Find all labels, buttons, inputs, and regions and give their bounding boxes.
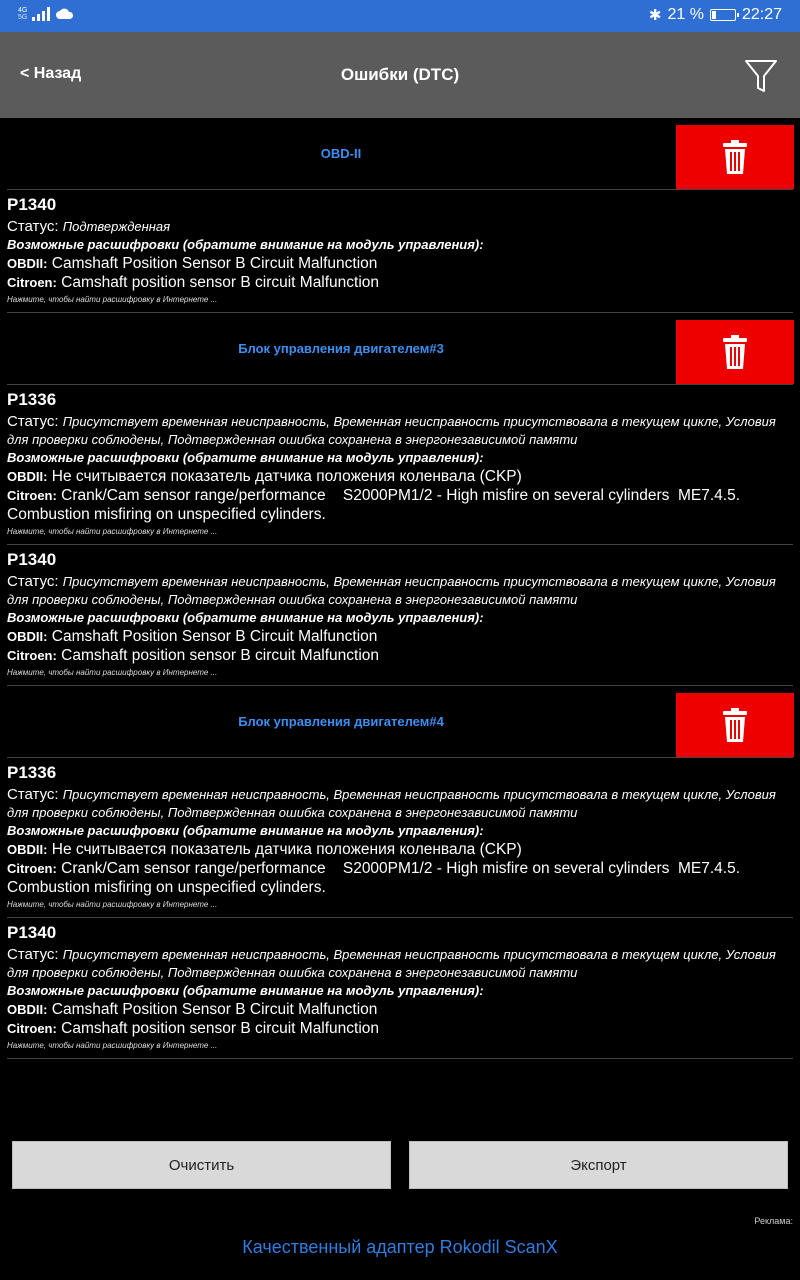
citroen-text: Camshaft position sensor B circuit Malfunction	[61, 274, 380, 291]
dtc-status	[7, 218, 793, 236]
citroen-decode	[7, 859, 793, 897]
decode-hint: Возможные расшифровки (обратите внимание на модуль управления):	[7, 237, 484, 252]
obd-text: Camshaft Position Sensor B Circuit Malfunction	[51, 255, 378, 272]
citroen-decode	[7, 646, 793, 665]
cloud-icon	[56, 8, 74, 20]
obd-decode	[7, 1000, 793, 1019]
citroen-decode	[7, 486, 793, 524]
dtc-code: P1340	[7, 923, 57, 942]
ad-link[interactable]: Качественный адаптер Rokodil ScanX	[242, 1237, 558, 1257]
network-type	[18, 7, 28, 21]
network-sub-label: 5G	[18, 14, 28, 21]
status-value: Присутствует временная неисправность, Временная неисправность присутствовала в текущем цикле, Условия для проверки соблюдены, Подтвержденная ошибка сохранена в энергонезависимой памяти	[7, 947, 776, 980]
decode-hint: Возможные расшифровки (обратите внимание на модуль управления):	[7, 610, 484, 625]
clear-button[interactable]: Очистить	[12, 1141, 391, 1189]
module-title[interactable]: Блок управления двигателем#3	[238, 341, 444, 356]
module-header	[7, 686, 793, 758]
filter-icon[interactable]	[744, 58, 778, 94]
trash-icon	[723, 140, 747, 174]
citroen-text: Crank/Cam sensor range/performance S2000PM1/2 - High misfire on several cylinders ME7.4.5. Combustion misfiring on unspecified cylinders.	[7, 487, 745, 523]
search-online-link[interactable]: Нажмите, чтобы найти расшифровку в Интернете ...	[7, 527, 218, 536]
obd-label: OBDII:	[7, 256, 48, 271]
status-left	[18, 7, 74, 21]
battery-icon	[710, 9, 736, 21]
ad-label: Реклама:	[754, 1216, 793, 1226]
citroen-label: Citroen:	[7, 1021, 57, 1036]
citroen-label: Citroen:	[7, 861, 57, 876]
status-prefix: Статус:	[7, 786, 59, 803]
status-prefix: Статус:	[7, 946, 59, 963]
module-title[interactable]: Блок управления двигателем#4	[238, 714, 444, 729]
export-button[interactable]: Экспорт	[409, 1141, 788, 1189]
battery-text: 21 %	[667, 6, 704, 23]
status-prefix: Статус:	[7, 573, 59, 590]
network-label: 4G	[18, 7, 28, 14]
page-title: Ошибки (DTC)	[340, 65, 460, 84]
status-value: Подтвержденная	[62, 219, 171, 234]
status-bar	[0, 0, 800, 32]
dtc-code: P1336	[7, 390, 57, 409]
obd-label: OBDII:	[7, 1002, 48, 1017]
dtc-code: P1340	[7, 550, 57, 569]
citroen-text: Camshaft position sensor B circuit Malfunction	[61, 647, 380, 664]
search-online-link[interactable]: Нажмите, чтобы найти расшифровку в Интернете ...	[7, 1041, 218, 1050]
obd-decode	[7, 840, 793, 859]
trash-icon	[723, 708, 747, 742]
module-title[interactable]: OBD-II	[320, 146, 362, 161]
trash-icon	[723, 335, 747, 369]
status-value: Присутствует временная неисправность, Временная неисправность присутствовала в текущем цикле, Условия для проверки соблюдены, Подтвержденная ошибка сохранена в энергонезависимой памяти	[7, 414, 776, 447]
obd-decode	[7, 467, 793, 486]
module-header	[7, 313, 793, 385]
dtc-entry[interactable]	[7, 758, 793, 918]
citroen-decode	[7, 273, 793, 292]
obd-text: Не считывается показатель датчика положения коленвала (CKP)	[51, 468, 522, 485]
status-prefix: Статус:	[7, 413, 59, 430]
obd-decode	[7, 627, 793, 646]
dtc-entry[interactable]	[7, 545, 793, 686]
delete-button[interactable]	[676, 693, 794, 757]
obd-decode	[7, 254, 793, 273]
signal-icon	[32, 7, 52, 21]
dtc-status	[7, 786, 793, 822]
delete-button[interactable]	[676, 320, 794, 384]
status-value: Присутствует временная неисправность, Временная неисправность присутствовала в текущем цикле, Условия для проверки соблюдены, Подтвержденная ошибка сохранена в энергонезависимой памяти	[7, 574, 776, 607]
search-online-link[interactable]: Нажмите, чтобы найти расшифровку в Интернете ...	[7, 900, 218, 909]
back-button[interactable]: < Назад	[20, 65, 82, 82]
citroen-decode	[7, 1019, 793, 1038]
dtc-status	[7, 946, 793, 982]
status-value: Присутствует временная неисправность, Временная неисправность присутствовала в текущем цикле, Условия для проверки соблюдены, Подтвержденная ошибка сохранена в энергонезависимой памяти	[7, 787, 776, 820]
bluetooth-icon: ✱	[648, 7, 662, 24]
status-prefix: Статус:	[7, 218, 59, 235]
obd-text: Camshaft Position Sensor B Circuit Malfunction	[51, 1001, 378, 1018]
search-online-link[interactable]: Нажмите, чтобы найти расшифровку в Интернете ...	[7, 295, 218, 304]
dtc-code: P1340	[7, 195, 57, 214]
status-right	[649, 6, 782, 24]
obd-text: Не считывается показатель датчика положения коленвала (CKP)	[51, 841, 522, 858]
obd-label: OBDII:	[7, 629, 48, 644]
citroen-text: Camshaft position sensor B circuit Malfunction	[61, 1020, 380, 1037]
citroen-label: Citroen:	[7, 275, 57, 290]
obd-text: Camshaft Position Sensor B Circuit Malfunction	[51, 628, 378, 645]
dtc-entry[interactable]	[7, 190, 793, 313]
module-header	[7, 118, 793, 190]
clock: 22:27	[741, 6, 782, 23]
dtc-status	[7, 413, 793, 449]
decode-hint: Возможные расшифровки (обратите внимание на модуль управления):	[7, 823, 484, 838]
obd-label: OBDII:	[7, 842, 48, 857]
battery-level	[712, 11, 716, 19]
delete-button[interactable]	[676, 125, 794, 189]
citroen-label: Citroen:	[7, 488, 57, 503]
decode-hint: Возможные расшифровки (обратите внимание на модуль управления):	[7, 983, 484, 998]
dtc-entry[interactable]	[7, 918, 793, 1059]
dtc-entry[interactable]	[7, 385, 793, 545]
dtc-code: P1336	[7, 763, 57, 782]
dtc-status	[7, 573, 793, 609]
decode-hint: Возможные расшифровки (обратите внимание на модуль управления):	[7, 450, 484, 465]
citroen-text: Crank/Cam sensor range/performance S2000PM1/2 - High misfire on several cylinders ME7.4.5. Combustion misfiring on unspecified cylinders.	[7, 860, 745, 896]
search-online-link[interactable]: Нажмите, чтобы найти расшифровку в Интернете ...	[7, 668, 218, 677]
obd-label: OBDII:	[7, 469, 48, 484]
citroen-label: Citroen:	[7, 648, 57, 663]
app-bar	[0, 32, 800, 118]
dtc-list	[0, 118, 800, 1059]
